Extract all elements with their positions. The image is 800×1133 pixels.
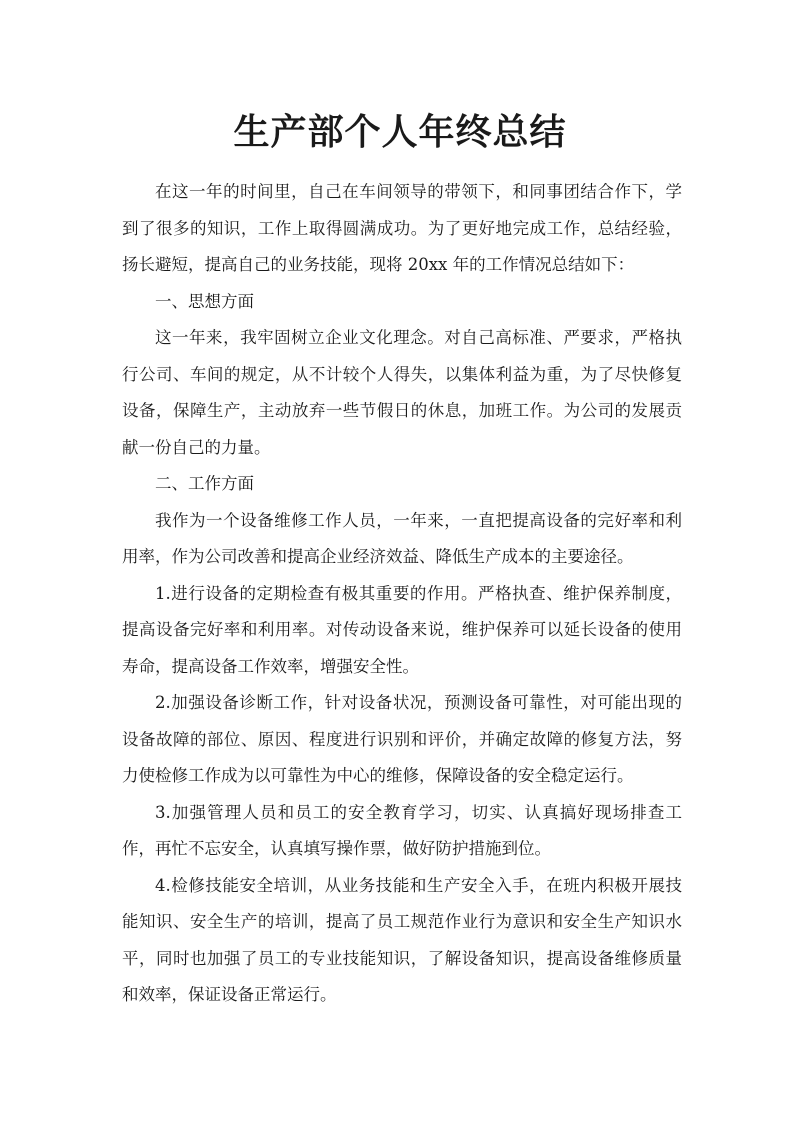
- paragraph-intro: 在这一年的时间里，自己在车间领导的带领下，和同事团结合作下，学到了很多的知识，工作上取得圆满成功。为了更好地完成工作，总结经验，扬长避短，提高自己的业务技能，现将 20xx 年的工作情况总结如下：: [122, 182, 682, 274]
- paragraph-item-3: 3.加强管理人员和员工的安全教育学习，切实、认真搞好现场排查工作，再忙不忘安全，认真填写操作票，做好防护措施到位。: [122, 802, 682, 858]
- section-heading-work: 二、工作方面: [155, 474, 254, 493]
- section-heading-ideology: 一、思想方面: [155, 291, 254, 311]
- paragraph-work-intro: 我作为一个设备维修工作人员，一年来，一直把提高设备的完好率和利用率，作为公司改善和提高企业经济效益、降低生产成本的主要途径。: [122, 510, 682, 566]
- document-body: [122, 174, 682, 1014]
- paragraph-item-2: 2.加强设备诊断工作，针对设备状况，预测设备可靠性，对可能出现的设备故障的部位、原因、程度进行识别和评价，并确定故障的修复方法，努力使检修工作成为以可靠性为中心的维修，保障设备的安全稳定运行。: [122, 693, 682, 785]
- paragraph-ideology: 这一年来，我牢固树立企业文化理念。对自己高标准、严要求，严格执行公司、车间的规定，从不计较个人得失，以集体利益为重，为了尽快修复设备，保障生产，主动放弃一些节假日的休息，加班工作。为公司的发展贡献一份自己的力量。: [122, 328, 682, 457]
- paragraph-item-4: 4.检修技能安全培训，从业务技能和生产安全入手，在班内积极开展技能知识、安全生产的培训，提高了员工规范作业行为意识和安全生产知识水平，同时也加强了员工的专业技能知识，了解设备知识，提高设备维修质量和效率，保证设备正常运行。: [122, 875, 682, 1004]
- paragraph-item-1: 1.进行设备的定期检查有极其重要的作用。严格执查、维护保养制度，提高设备完好率和利用率。对传动设备来说，维护保养可以延长设备的使用寿命，提高设备工作效率，增强安全性。: [122, 583, 682, 676]
- document-title: 生产部个人年终总结: [233, 111, 567, 153]
